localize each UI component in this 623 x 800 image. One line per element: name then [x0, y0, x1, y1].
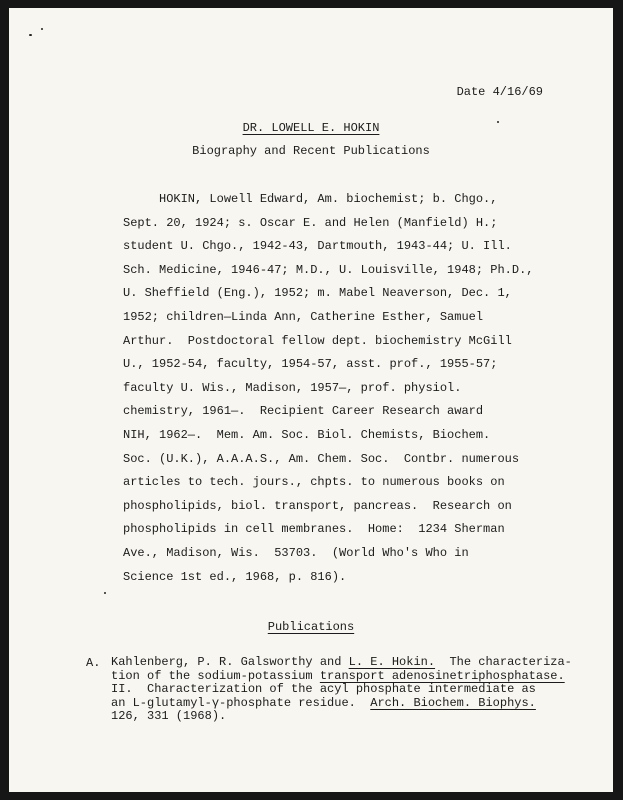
biography-line: Sept. 20, 1924; s. Oscar E. and Helen (Manfield) H.; — [123, 215, 498, 230]
biography-line: phospholipids, biol. transport, pancreas. Research on — [123, 498, 512, 513]
scan-speck — [29, 34, 32, 36]
biography-line: Sch. Medicine, 1946-47; M.D., U. Louisville, 1948; Ph.D., — [123, 262, 534, 277]
biography-line: Ave., Madison, Wis. 53703. (World Who's Who in — [123, 545, 469, 560]
biography-line: U., 1952-54, faculty, 1954-57, asst. prof., 1955-57; — [123, 357, 498, 372]
title-text: DR. LOWELL E. HOKIN — [242, 121, 380, 135]
biography-line: HOKIN, Lowell Edward, Am. biochemist; b. Chgo., — [123, 192, 498, 206]
publication-marker: A. — [86, 656, 101, 670]
publication-entry — [86, 656, 586, 724]
publication-author-hokin: L. E. Hokin. — [348, 655, 436, 669]
publication-title-start: The characteriza- — [435, 655, 572, 669]
biography-line: NIH, 1962—. Mem. Am. Soc. Biol. Chemists, Biochem. — [123, 427, 491, 442]
publication-title-underlined: transport adenosinetriphosphatase. — [319, 668, 565, 683]
scan-speck — [41, 28, 43, 30]
publication-line — [111, 697, 611, 711]
biography-line: faculty U. Wis., Madison, 1957—, prof. physiol. — [123, 380, 462, 395]
biography-line: student U. Chgo., 1942-43, Dartmouth, 1943-44; U. Ill. — [123, 239, 512, 254]
biography-line: articles to tech. jours., chpts. to numerous books on — [123, 475, 505, 490]
document-date: Date 4/16/69 — [456, 85, 543, 99]
scan-speck — [104, 592, 106, 594]
publication-journal: Arch. Biochem. Biophys. — [370, 695, 536, 710]
biography-line: phospholipids in cell membranes. Home: 1234 Sherman — [123, 522, 505, 537]
document-title — [9, 121, 613, 135]
publication-line — [111, 656, 611, 670]
biography-line: chemistry, 1961—. Recipient Career Research award — [123, 404, 484, 419]
document-page — [9, 8, 613, 792]
biography-line: Arthur. Postdoctoral fellow dept. biochemistry McGill — [123, 333, 512, 348]
scan-speck — [497, 121, 499, 123]
publications-heading — [9, 620, 613, 634]
biography-line: Science 1st ed., 1968, p. 816). — [123, 569, 347, 584]
biography-line: Soc. (U.K.), A.A.A.S., Am. Chem. Soc. Contbr. numerous — [123, 451, 520, 466]
biography-section — [123, 188, 563, 589]
publication-authors: Kahlenberg, P. R. Galsworthy and — [111, 655, 349, 669]
document-subtitle: Biography and Recent Publications — [192, 144, 430, 158]
publication-line — [111, 670, 611, 684]
publications-heading-text: Publications — [267, 620, 355, 634]
publication-title-part: tion of the sodium-potassium — [111, 668, 320, 683]
publication-line: 126, 331 (1968). — [111, 709, 227, 723]
publication-title-end: an L-glutamyl-γ-phosphate residue. — [111, 695, 371, 710]
biography-line: U. Sheffield (Eng.), 1952; m. Mabel Neaverson, Dec. 1, — [123, 286, 512, 301]
biography-line: 1952; children—Linda Ann, Catherine Esther, Samuel — [123, 309, 484, 324]
publication-line: II. Characterization of the acyl phosphate intermediate as — [111, 682, 536, 696]
